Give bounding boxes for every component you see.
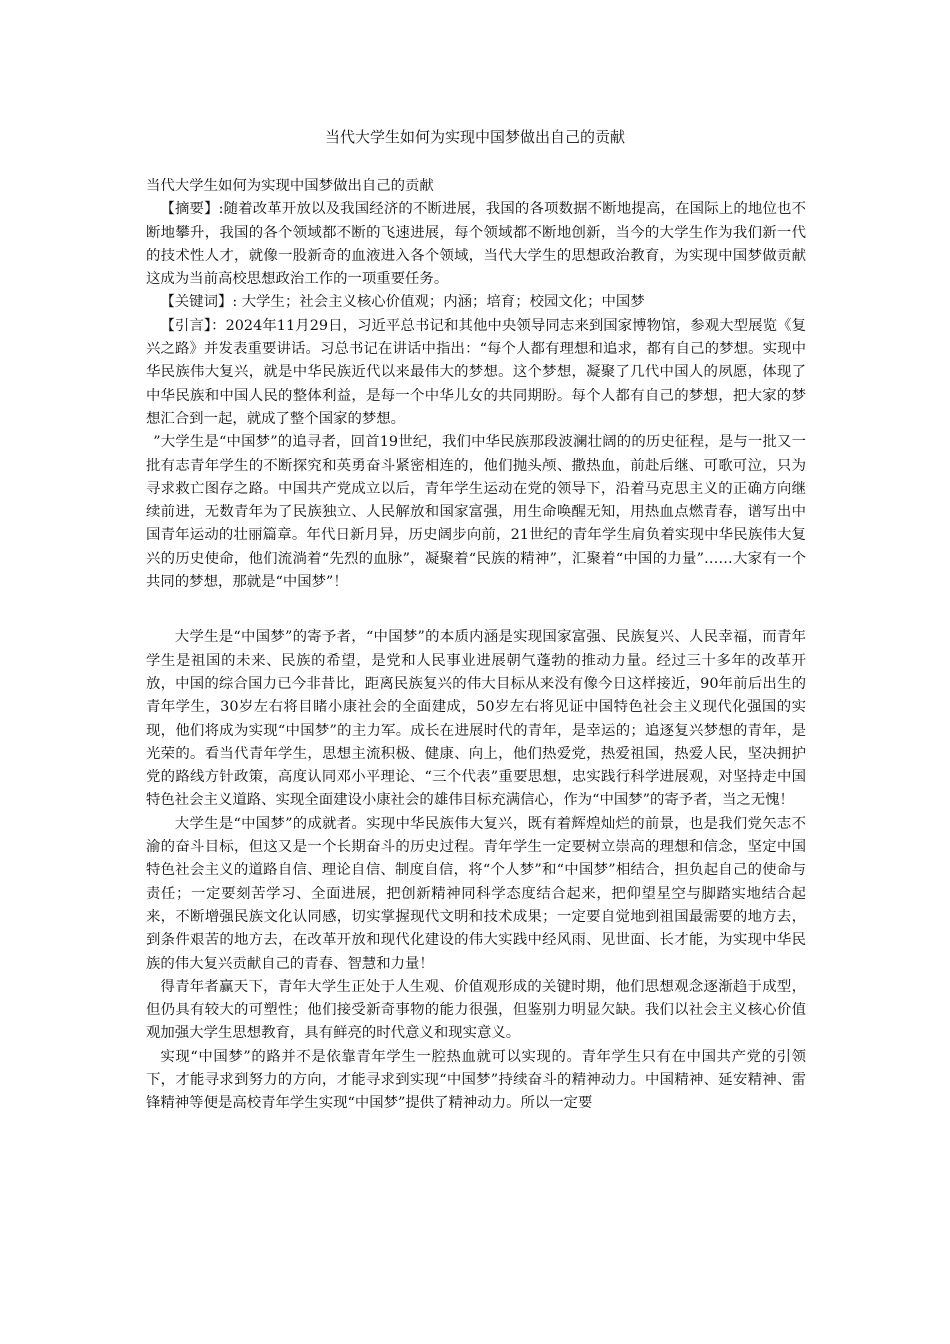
body-paragraph-3: 大学生是“中国梦”的成就者。实现中华民族伟大复兴，既有着辉煌灿烂的前景，也是我们党矢志不渝的奋斗目标，但这又是一个长期奋斗的历史过程。青年学生一定要树立崇高的理想和信念，坚定中国特色社会主义的道路自信、理论自信、制度自信，将“个人梦”和“中国梦”相结合，担负起自己的使命与责任；一定要刻苦学习、全面进展，把创新精神同科学态度结合起来，把仰望星空与脚踏实地结合起来，不断增强民族文化认同感，切实掌握现代文明和技术成果；一定要自觉地到祖国最需要的地方去，到条件艰苦的地方去，在改革开放和现代化建设的伟大实践中经风雨、见世面、长才能，为实现中华民族的伟大复兴贡献自己的青春、智慧和力量！	[146, 815, 806, 972]
body-paragraph-5: 实现“中国梦”的路并不是依靠青年学生一腔热血就可以实现的。青年学生只有在中国共产党的引领下，才能寻求到努力的方向，才能寻求到实现“中国梦”持续奋斗的精神动力。中国精神、延安精神、雷锋精神等便是高校青年学生实现“中国梦”提供了精神动力。所以一定要	[146, 1048, 806, 1112]
document-title: 当代大学生如何为实现中国梦做出自己的贡献	[324, 128, 625, 146]
introduction-paragraph: 【引言】：2024年11月29日，习近平总书记和其他中央领导同志来到国家博物馆，参观大型展览《复兴之路》并发表重要讲话。习总书记在讲话中指出：“每个人都有理想和追求，都有自己的梦想。实现中华民族伟大复兴，就是中华民族近代以来最伟大的梦想。这个梦想，凝聚了几代中国人的夙愿，体现了中华民族和中国人民的整体利益，是每一个中华儿女的共同期盼。每个人都有自己的梦想，把大家的梦想汇合到一起，就成了整个国家的梦想。	[146, 317, 806, 427]
document-subtitle: 当代大学生如何为实现中国梦做出自己的贡献	[146, 178, 434, 194]
abstract-paragraph: 【摘要】:随着改革开放以及我国经济的不断进展，我国的各项数据不断地提高，在国际上的地位也不断地攀升，我国的各个领域都不断的飞速进展，每个领域都不断地创新，当今的大学生作为我们新一代的技术性人才，就像一股新奇的血液进入各个领域，当代大学生的思想政治教育，为实现中国梦做贡献这成为当前高校思想政治工作的一项重要任务。	[146, 201, 806, 288]
body-paragraph-2: 大学生是“中国梦”的寄予者，“中国梦”的本质内涵是实现国家富强、民族复兴、人民幸福，而青年学生是祖国的未来、民族的希望，是党和人民事业进展朝气蓬勃的推动力量。经过三十多年的改革开放，中国的综合国力已今非昔比，距离民族复兴的伟大目标从来没有像今日这样接近，90年前后出生的青年学生，30岁左右将目睹小康社会的全面建成，50岁左右将见证中国特色社会主义现代化强国的实现，他们将成为实现“中国梦”的主力军。成长在进展时代的青年，是幸运的；追逐复兴梦想的青年，是光荣的。看当代青年学生，思想主流积极、健康、向上，他们热爱党，热爱祖国，热爱人民，坚决拥护党的路线方针政策，高度认同邓小平理论、“三个代表”重要思想，忠实践行科学进展观，对坚持走中国特色社会主义道路、实现全面建设小康社会的雄伟目标充满信心，作为“中国梦”的寄予者，当之无愧！	[146, 629, 806, 809]
document-body	[146, 175, 806, 1116]
keywords-paragraph: 【关键词】: 大学生；社会主义核心价值观；内涵；培育；校园文化；中国梦	[160, 294, 645, 311]
body-paragraph-4: 得青年者赢天下，青年大学生正处于人生观、价值观形成的关键时期，他们思想观念逐渐趋于成型，但仍具有较大的可塑性；他们接受新奇事物的能力很强，但鉴别力明显欠缺。我们以社会主义核心价值观加强大学生思想教育，具有鲜亮的时代意义和现实意义。	[146, 978, 806, 1042]
paragraph-spacer	[146, 594, 806, 626]
body-paragraph-1: ”大学生是“中国梦”的追寻者，回首19世纪，我们中华民族那段波澜壮阔的的历史征程，是与一批又一批有志青年学生的不断探究和英勇奋斗紧密相连的，他们抛头颅、撒热血，前赴后继、可歌可泣，只为寻求救亡图存之路。中国共产党成立以后，青年学生运动在党的领导下，沿着马克思主义的正确方向继续前进，无数青年为了民族独立、人民解放和国家富强，用生命唤醒无知，用热血点燃青春，谱写出中国青年运动的壮丽篇章。年代日新月异，历史阔步向前，21世纪的青年学生肩负着实现中华民族伟大复兴的历史使命，他们流淌着“先烈的血脉”，凝聚着“民族的精神”，汇聚着“中国的力量”……大家有一个共同的梦想，那就是“中国梦”！	[146, 434, 806, 591]
